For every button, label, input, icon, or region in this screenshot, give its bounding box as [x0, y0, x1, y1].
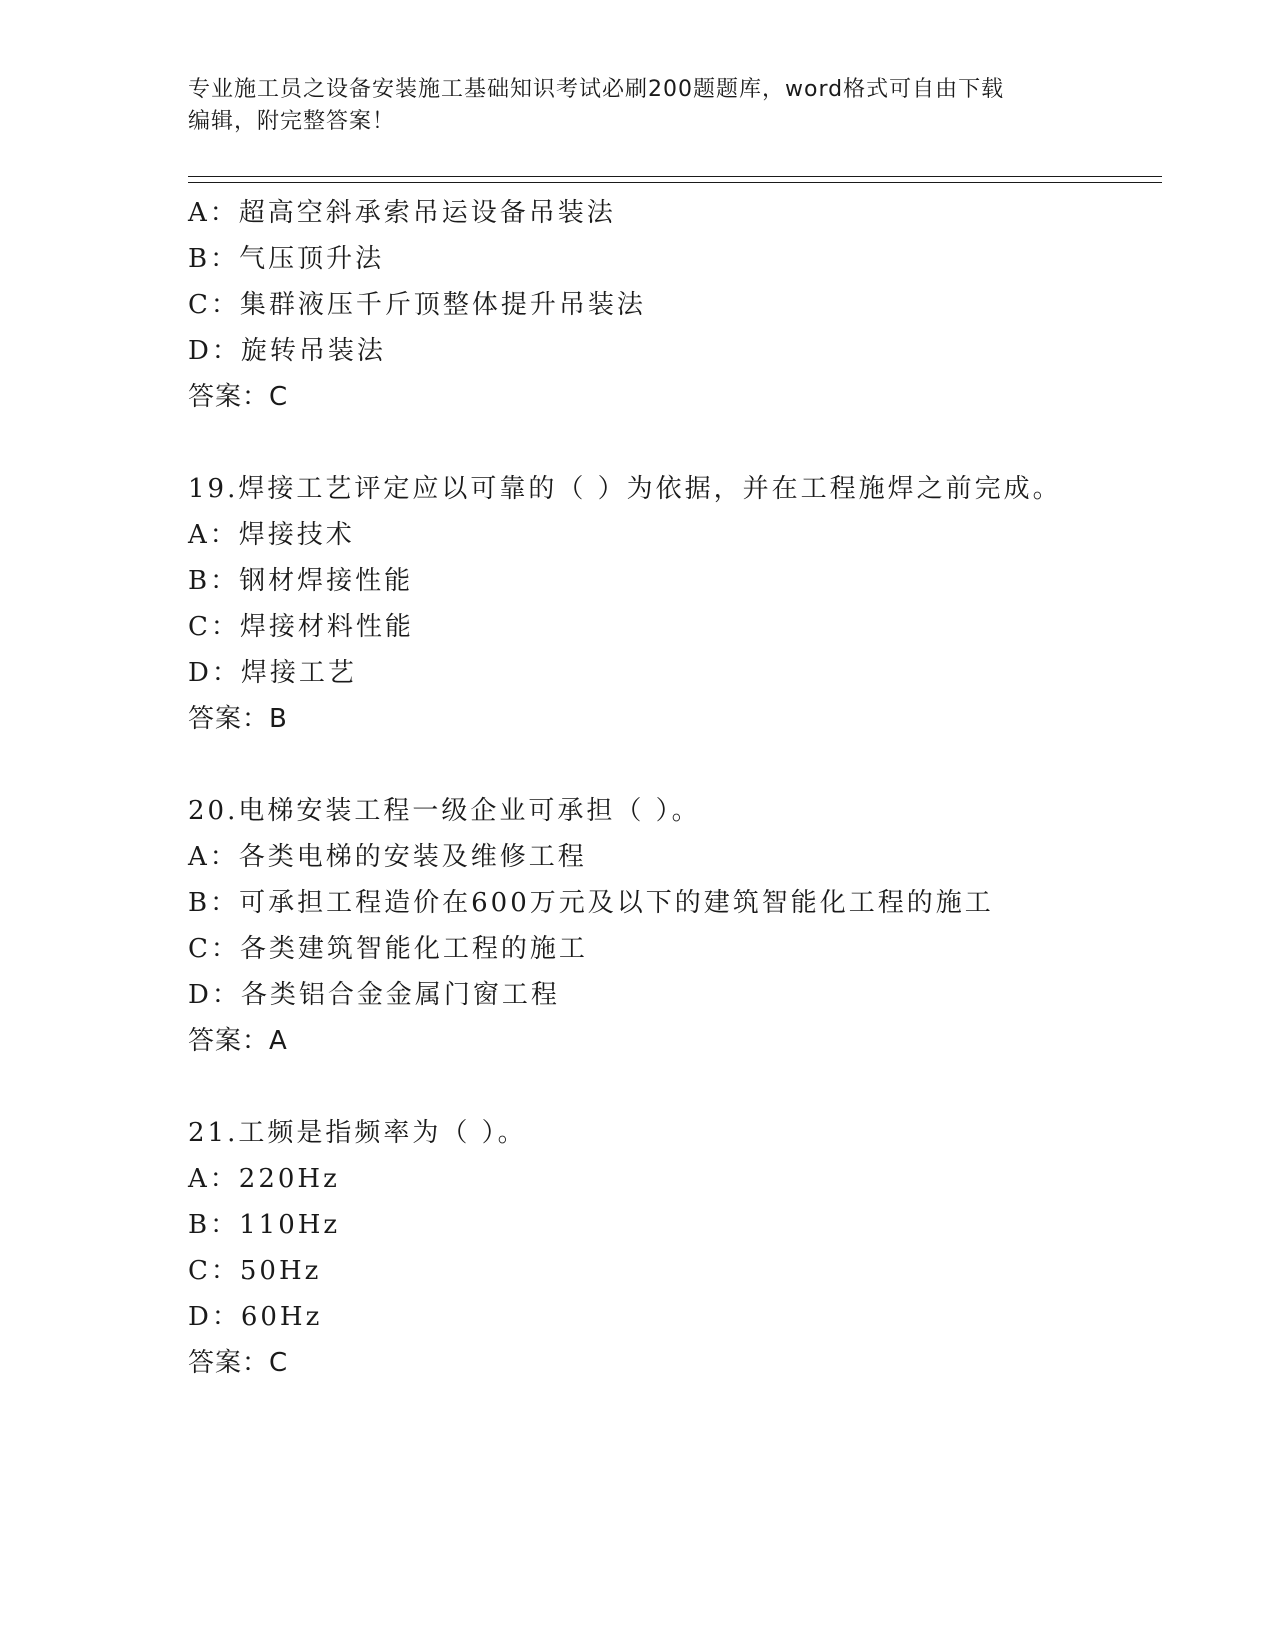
question-spacer	[188, 420, 1162, 466]
q19-option-c: C：焊接材料性能	[188, 612, 414, 642]
document-header	[188, 74, 1068, 138]
q19-option-b: B：钢材焊接性能	[188, 566, 414, 596]
q21-option-c: C：50Hz	[188, 1256, 322, 1286]
question-list	[188, 190, 1162, 1386]
question-spacer	[188, 1064, 1162, 1110]
q21-question: 21.工频是指频率为（ ）。	[188, 1118, 527, 1148]
q20-option-b: B：可承担工程造价在600万元及以下的建筑智能化工程的施工	[188, 888, 994, 918]
header-line-2: 编辑，附完整答案！	[188, 109, 396, 134]
q19-option-a: A：焊接技术	[188, 520, 355, 550]
q19-answer: 答案：B	[188, 704, 288, 734]
question-spacer	[188, 742, 1162, 788]
q18-option-c: C：集群液压千斤顶整体提升吊装法	[188, 290, 646, 320]
q20-option-a: A：各类电梯的安装及维修工程	[188, 842, 587, 872]
question-21-block	[188, 1110, 1162, 1386]
question-20-block	[188, 788, 1162, 1064]
q18-answer: 答案：C	[188, 382, 289, 412]
q20-question: 20.电梯安装工程一级企业可承担（ ）。	[188, 796, 701, 826]
q21-option-d: D：60Hz	[188, 1302, 323, 1332]
header-divider-thin	[188, 182, 1162, 183]
question-18-block	[188, 190, 1162, 420]
q21-option-b: B：110Hz	[188, 1210, 341, 1240]
header-line-1: 专业施工员之设备安装施工基础知识考试必刷200题题库，word格式可自由下载	[188, 77, 1005, 102]
q20-option-d: D：各类铝合金金属门窗工程	[188, 980, 560, 1010]
q18-option-b: B：气压顶升法	[188, 244, 385, 274]
header-divider-thick	[188, 176, 1162, 177]
q19-option-d: D：焊接工艺	[188, 658, 357, 688]
q21-option-a: A：220Hz	[188, 1164, 340, 1194]
q18-option-a: A：超高空斜承索吊运设备吊装法	[188, 198, 616, 228]
q21-answer: 答案：C	[188, 1348, 289, 1378]
q20-answer: 答案：A	[188, 1026, 288, 1056]
q18-option-d: D：旋转吊装法	[188, 336, 386, 366]
q19-question: 19.焊接工艺评定应以可靠的（ ）为依据，并在工程施焊之前完成。	[188, 474, 1062, 504]
q20-option-c: C：各类建筑智能化工程的施工	[188, 934, 588, 964]
question-19-block	[188, 466, 1162, 742]
